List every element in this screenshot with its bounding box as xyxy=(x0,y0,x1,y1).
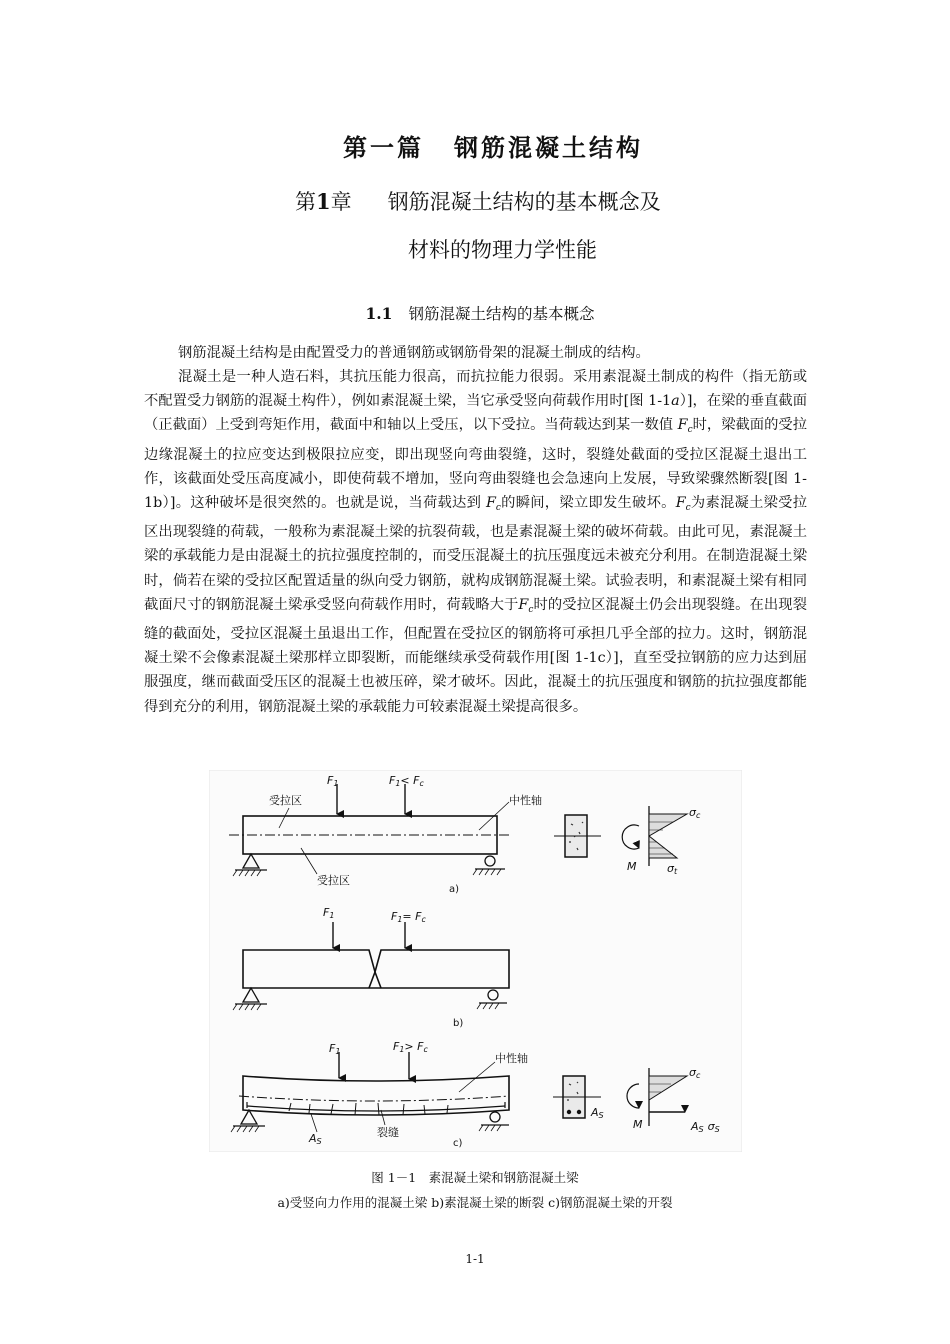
label-F1-eq-Fc: F1= Fc xyxy=(391,910,426,924)
label-F1-a: F1 xyxy=(327,774,339,788)
label-F1-lt-Fc: F1< Fc xyxy=(389,774,424,788)
symbol-fc: $F_c$ xyxy=(485,495,501,514)
label-compression-zone-top: 受拉区 xyxy=(269,794,302,807)
part-name: 钢筋混凝土结构 xyxy=(454,133,643,162)
label-As-c: AS xyxy=(309,1132,322,1146)
chapter-number: 1 xyxy=(316,189,331,214)
label-M-a: M xyxy=(627,860,637,873)
chapter-name-line1: 钢筋混凝土结构的基本概念及 xyxy=(387,190,661,214)
label-tension-zone-bottom: 受拉区 xyxy=(317,874,350,887)
label-panel-c: c) xyxy=(453,1138,463,1149)
section-name: 钢筋混凝土结构的基本概念 xyxy=(408,305,595,323)
label-panel-b: b) xyxy=(453,1018,464,1029)
text-run: 为素混凝土梁受拉区出现裂缝的荷载，一般称为素混凝土梁的抗裂荷载，也是素混凝土梁的破坏荷载。由此可见，素混凝土梁的承载能力是由混凝土的抗拉强度控制的，而受压混凝土的抗压强度远未被充分利用。在制造混凝土梁时，倘若在梁的受拉区配置适量的纵向受力钢筋，就构成钢筋混凝土梁。试验表明，和素混凝土梁有相同截面尺寸的钢筋混凝土梁承受竖向荷载作用时，荷载略大于 xyxy=(144,495,808,613)
section-number: 1.1 xyxy=(365,304,393,323)
figure-caption: 图 1－1 素混凝土梁和钢筋混凝土梁 xyxy=(371,1170,579,1185)
figure-1-1 xyxy=(209,770,742,1152)
label-neutral-axis-c: 中性轴 xyxy=(495,1052,528,1065)
chapter-suffix: 章 xyxy=(330,190,352,214)
symbol-fc: $F_c$ xyxy=(677,417,693,436)
label-sigma-c-c: σc xyxy=(689,1066,701,1080)
section-title xyxy=(0,302,950,324)
text-run: ）]，在梁的垂直截面（正截面）上受到弯矩作用，截面中和轴以上受压，以下受拉。当荷载达到某一数值 xyxy=(144,393,807,434)
figure-subcaption: a)受竖向力作用的混凝土梁 b)素混凝土梁的断裂 c)钢筋混凝土梁的开裂 xyxy=(277,1195,673,1210)
label-M-c: M xyxy=(633,1118,643,1131)
label-panel-a: a) xyxy=(449,884,460,895)
chapter-title-line1 xyxy=(295,186,661,216)
part-title xyxy=(0,128,950,163)
chapter-title-line2: 材料的物理力学性能 xyxy=(408,238,597,262)
label-neutral-axis-a: 中性轴 xyxy=(509,794,542,807)
text-run: 混凝土是一种人造石料，其抗压能力很高，而抗拉能力很弱。采用素混凝土制成的构件（指无筋或不配置受力钢筋的混凝土构件），例如素混凝土梁，当它承受竖向荷载作用时[图 1-1 xyxy=(144,369,807,410)
paragraph-2 xyxy=(144,365,807,719)
paragraph-1: 钢筋混凝土结构是由配置受力的普通钢筋或钢筋骨架的混凝土制成的结构。 xyxy=(178,345,650,361)
text-run: 的瞬间，梁立即发生破坏。 xyxy=(500,495,676,512)
label-As-sigmaS: AS σS xyxy=(691,1120,720,1134)
beam-diagram xyxy=(209,770,742,1152)
text-run: 时的受拉区混凝土仍会出现裂缝。在出现裂缝的截面处，受拉区混凝土虽退出工作，但配置在受拉区的钢筋将可承担几乎全部的拉力。这时，钢筋混凝土梁不会像素混凝土梁那样立即裂断，而能继续承受荷载作用[图 1-1c）]，直至受拉钢筋的应力达到屈服强度，继而截面受压区的混凝土也被压碎，梁才破坏。因此，混凝土的抗压强度和钢筋的抗拉强度都能得到充分的利用，钢筋混凝土梁的承载能力可较素混凝土梁提高很多。 xyxy=(144,596,808,715)
chapter-prefix: 第 xyxy=(295,190,316,214)
symbol-fc: $F_c$ xyxy=(518,596,534,615)
label-As-section: AS xyxy=(591,1106,604,1120)
part-label: 第一篇 xyxy=(343,133,424,162)
page-number: 1-1 xyxy=(465,1252,485,1266)
label-F1-b: F1 xyxy=(323,906,335,920)
label-crack: 裂缝 xyxy=(377,1126,399,1139)
label-F1-gt-Fc: F1> Fc xyxy=(393,1040,428,1054)
text-run: 时，梁截面的受拉边缘混凝土的拉应变达到极限拉应变，即出现竖向弯曲裂缝，这时，裂缝处截面的受拉区混凝土退出工作，该截面处受压高度减小，即使荷载不增加，竖向弯曲裂缝也会急速向上发展，导致梁骤然断裂[图 1-1b）]。这种破坏是很突然的。也就是说，当荷载达到 xyxy=(144,417,808,512)
symbol-fc: $F_c$ xyxy=(675,495,691,514)
italic-a: a xyxy=(671,393,680,410)
label-sigma-t-a: σt xyxy=(667,862,678,876)
label-F1-c: F1 xyxy=(329,1042,341,1056)
label-sigma-c-a: σc xyxy=(689,806,701,820)
